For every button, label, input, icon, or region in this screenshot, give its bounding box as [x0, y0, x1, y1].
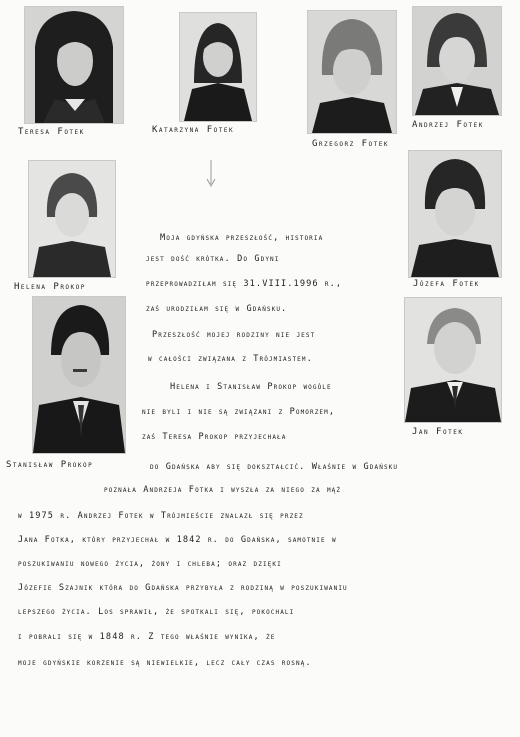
text-line: Helena i Stanisław Prokop wogóle — [170, 382, 332, 392]
text-line: przeprowadziłam się 31.VIII.1996 r., — [146, 279, 343, 289]
caption-stanislaw: Stanisław Prokop — [6, 460, 94, 470]
portrait-image — [29, 161, 115, 277]
photo-grzegorz — [307, 10, 397, 134]
photo-andrzej — [412, 6, 502, 116]
text-line: lepszego życia. Los sprawił, że spotkali się, pokochali — [18, 607, 295, 617]
text-line: Moja gdyńska przeszłość, historia — [160, 233, 324, 243]
photo-katarzyna — [179, 12, 257, 122]
photo-jan — [404, 297, 502, 423]
portrait-image — [33, 297, 125, 453]
text-line: w 1975 r. Andrzej Fotek w Trójmieście znalazł się przez — [18, 511, 304, 521]
photo-teresa — [24, 6, 124, 124]
portrait-image — [25, 7, 123, 123]
text-line: w całości związana z Trójmiastem. — [148, 354, 313, 364]
portrait-image — [180, 13, 256, 121]
text-line: poznała Andrzeja Fotka i wyszła za niego za mąż — [104, 485, 342, 495]
photo-helena — [28, 160, 116, 278]
caption-jan: Jan Fotek — [412, 427, 464, 437]
caption-andrzej: Andrzej Fotek — [412, 120, 484, 130]
text-line: Przeszłość mojej rodziny nie jest — [152, 330, 316, 340]
text-line: zaś urodziłam się w Gdańsku. — [146, 304, 288, 314]
photo-stanislaw — [32, 296, 126, 454]
caption-grzegorz: Grzegorz Fotek — [312, 139, 389, 149]
text-line: i pobrali się w 1848 r. Z tego właśnie wynika, że — [18, 632, 276, 642]
caption-teresa: Teresa Fotek — [18, 127, 85, 137]
text-line: poszukiwaniu nowego życia, żony i chleba; oraz dzięki — [18, 559, 282, 569]
text-line: nie byli i nie są związani z Pomorzem, — [142, 407, 336, 417]
text-line: Jana Fotka, który przyjechał w 1842 r. do Gdańska, samotnie w — [18, 535, 337, 545]
arrow-down-icon — [204, 160, 218, 188]
caption-helena: Helena Prokop — [14, 282, 86, 292]
text-line: Józefie Szajnik która do Gdańska przybyła z rodziną w poszukiwaniu — [18, 583, 348, 593]
portrait-image — [405, 298, 501, 422]
caption-jozefa: Józefa Fotek — [413, 279, 480, 289]
caption-katarzyna: Katarzyna Fotek — [152, 125, 235, 135]
portrait-image — [413, 7, 501, 115]
photo-jozefa — [408, 150, 502, 278]
portrait-image — [409, 151, 501, 277]
text-line: moje gdyńskie korzenie są niewielkie, lecz cały czas rosną. — [18, 658, 312, 668]
text-line: zaś Teresa Prokop przyjechała — [142, 432, 287, 442]
text-line: do Gdańska aby się dokształcić. Właśnie w Gdańsku — [150, 462, 399, 472]
text-line: jest dość krótka. Do Gdyni — [146, 254, 280, 264]
portrait-image — [308, 11, 396, 133]
